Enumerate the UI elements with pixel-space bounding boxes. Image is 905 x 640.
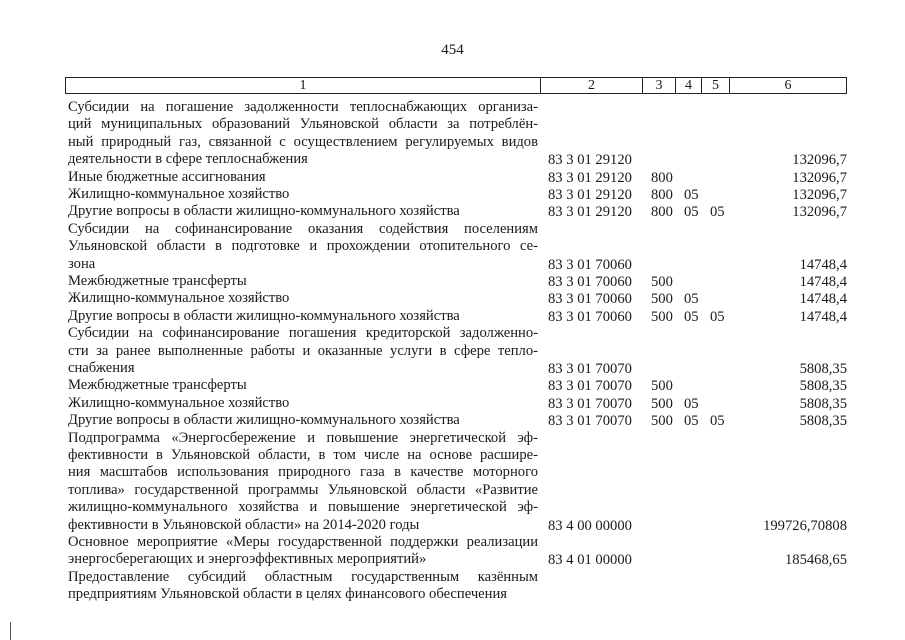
row-amount: 132096,7 [792, 152, 847, 169]
row-section: 05 [684, 308, 699, 325]
header-col-1: 1 [66, 78, 541, 93]
row-subsection: 05 [710, 413, 725, 430]
row-expense-type: 500 [651, 308, 673, 325]
table-row [68, 325, 538, 377]
row-code: 83 3 01 29120 [548, 204, 632, 221]
header-col-2: 2 [541, 78, 643, 93]
row-code: 83 3 01 70070 [548, 395, 632, 412]
row-description-line: жилищно-коммунального хозяйства и повышение энергетической эф- [68, 499, 538, 516]
row-code: 83 4 01 00000 [548, 552, 632, 569]
row-description-line: топлива» государственной программы Ульяновской области «Развитие [68, 481, 538, 498]
row-section: 05 [684, 395, 699, 412]
row-description-line: Иные бюджетные ассигнования [68, 168, 266, 185]
row-expense-type: 800 [651, 169, 673, 186]
row-code: 83 3 01 70060 [548, 308, 632, 325]
table-row [68, 430, 538, 534]
page-number: 454 [441, 42, 464, 58]
table-row [68, 569, 538, 604]
row-description-line: Предоставление субсидий областным государственным казённым [68, 568, 538, 585]
table-row [68, 221, 538, 273]
row-amount: 14748,4 [799, 291, 847, 308]
row-code: 83 3 01 70060 [548, 291, 632, 308]
row-section: 05 [684, 291, 699, 308]
table-row [68, 377, 538, 394]
row-expense-type: 800 [651, 187, 673, 203]
row-expense-type: 500 [651, 378, 673, 395]
row-expense-type: 500 [651, 395, 673, 412]
row-description-line: ций муниципальных образований Ульяновской области за потреблён- [68, 116, 538, 133]
row-section: 05 [684, 413, 699, 430]
row-description-line: сти за ранее выполненные работы и оказанные услуги в сфере тепло- [68, 342, 538, 359]
header-col-3: 3 [643, 78, 676, 93]
row-section: 05 [684, 204, 699, 221]
row-description-line: деятельности в сфере теплоснабжения [68, 151, 308, 168]
table-row [68, 308, 538, 325]
row-description-line: Межбюджетные трансферты [68, 273, 247, 289]
row-amount: 132096,7 [792, 204, 847, 221]
row-code: 83 3 01 29120 [548, 187, 632, 203]
table-row [68, 290, 538, 307]
row-code: 83 3 01 70070 [548, 378, 632, 395]
row-code: 83 4 00 00000 [548, 517, 632, 534]
row-amount: 199726,70808 [763, 517, 847, 534]
row-description-line: фективности в Ульяновской области» на 2014-2020 годы [68, 516, 420, 533]
table-header [65, 77, 847, 94]
row-description-line: ный природный газ, связанной с осуществлением регулируемых видов [68, 133, 538, 150]
row-description-line: Жилищно-коммунальное хозяйство [68, 394, 290, 411]
row-expense-type: 500 [651, 291, 673, 308]
row-description-line: снабжения [68, 360, 135, 376]
table-row [68, 169, 538, 186]
row-expense-type: 500 [651, 413, 673, 430]
row-code: 83 3 01 70070 [548, 361, 632, 377]
row-description-line: энергосберегающих и энергоэффективных мероприятий» [68, 551, 427, 568]
row-description-line: Ульяновской области в подготовке и прохождении отопительного се- [68, 238, 538, 255]
row-code: 83 3 01 70070 [548, 413, 632, 430]
row-description-line: Субсидии на софинансирование погашения кредиторской задолженно- [68, 325, 538, 342]
row-subsection: 05 [710, 204, 725, 221]
row-expense-type: 500 [651, 274, 673, 290]
row-description-line: Основное мероприятие «Меры государственной поддержки реализации [68, 534, 538, 550]
table-row [68, 273, 538, 290]
row-amount: 132096,7 [792, 169, 847, 186]
row-description-line: Субсидии на погашение задолженности теплоснабжающих организа- [68, 99, 538, 115]
scan-edge-mark [10, 622, 11, 640]
row-code: 83 3 01 29120 [548, 152, 632, 169]
row-code: 83 3 01 29120 [548, 169, 632, 186]
row-subsection: 05 [710, 308, 725, 325]
row-amount: 5808,35 [799, 395, 847, 412]
row-description-line: Другие вопросы в области жилищно-коммунального хозяйства [68, 307, 460, 324]
table-row [68, 395, 538, 412]
row-amount: 14748,4 [799, 308, 847, 325]
row-description-line: Субсидии на софинансирование оказания содействия поселениям [68, 220, 538, 237]
row-amount: 185468,65 [784, 552, 847, 569]
header-col-6: 6 [784, 78, 792, 93]
row-amount: 5808,35 [799, 413, 847, 430]
row-description-line: Подпрограмма «Энергосбережение и повышение энергетической эф- [68, 429, 538, 446]
row-code: 83 3 01 70060 [548, 274, 632, 290]
row-amount: 14748,4 [799, 274, 847, 290]
table-row [68, 534, 538, 569]
table-row [68, 99, 538, 169]
row-description-line: фективности в Ульяновской области, в том числе на основе расшире- [68, 447, 538, 463]
row-amount: 5808,35 [799, 361, 847, 377]
row-description-line: предприятиям Ульяновской области в целях финансового обеспечения [68, 586, 507, 603]
row-expense-type: 800 [651, 204, 673, 221]
row-description-line: зона [68, 255, 96, 272]
row-description-line: Межбюджетные трансферты [68, 377, 247, 394]
row-code: 83 3 01 70060 [548, 256, 632, 273]
row-amount: 14748,4 [799, 256, 847, 273]
header-col-5: 5 [702, 78, 730, 93]
row-amount: 132096,7 [792, 187, 847, 203]
header-col-4: 4 [676, 78, 702, 93]
table-row [68, 203, 538, 220]
row-description-line: Жилищно-коммунальное хозяйство [68, 186, 290, 202]
row-description-line: Другие вопросы в области жилищно-коммунального хозяйства [68, 412, 460, 429]
row-description-line: Другие вопросы в области жилищно-коммунального хозяйства [68, 203, 460, 220]
row-description-line: Жилищно-коммунальное хозяйство [68, 290, 290, 307]
row-description-line: ния масштабов использования природного газа в качестве моторного [68, 464, 538, 481]
row-section: 05 [684, 187, 699, 203]
table-row [68, 412, 538, 429]
row-amount: 5808,35 [799, 378, 847, 395]
table-row [68, 186, 538, 203]
